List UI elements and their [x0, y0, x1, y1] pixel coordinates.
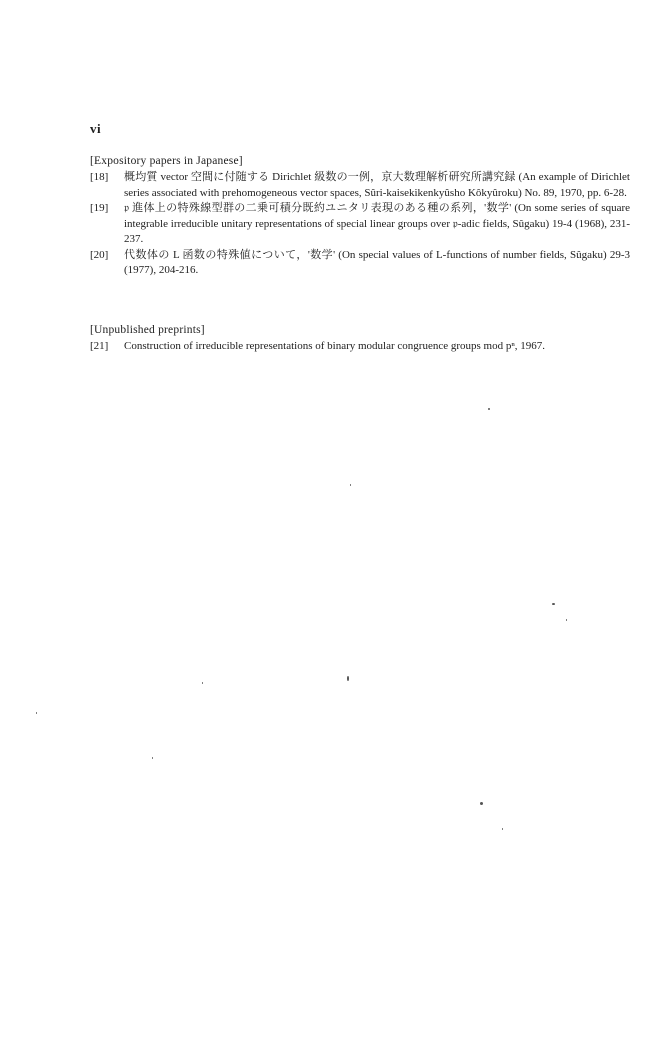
section-expository-papers [90, 153, 630, 279]
scan-speck [502, 828, 503, 830]
scan-speck [347, 676, 349, 681]
scan-speck [552, 603, 555, 605]
scan-speck [480, 802, 483, 805]
scan-speck [36, 712, 37, 714]
scan-speck [152, 757, 153, 759]
scan-speck [488, 408, 490, 410]
reference-text: 概均質 vector 空間に付随する Dirichlet 級数の一例，京大数理解析研究所講究録 (An example of Dirichlet series associated with prehomogeneous vector spaces, Sûri-kaisekikenkyûsho Kôkyûroku) No. 89, 1970, pp. 6-28. [124, 171, 630, 199]
reference-number: [18] [90, 171, 109, 183]
reference-item [90, 201, 630, 248]
reference-text: 代数体の L 函数の特殊値について，'数学' (On special values of L-functions of number fields, Sûgaku) 29-3 (1977), 204-216. [124, 248, 630, 276]
scan-speck [202, 682, 203, 684]
reference-item [90, 339, 630, 355]
section-unpublished-preprints [90, 322, 630, 355]
reference-number: [19] [90, 202, 109, 214]
reference-text: Construction of irreducible representations of binary modular congruence groups mod pⁿ, 1967. [124, 340, 546, 352]
scan-speck [350, 484, 351, 486]
reference-number: [20] [90, 248, 109, 261]
scan-speck [566, 619, 567, 621]
reference-number: [21] [90, 340, 109, 352]
page-number: vi [90, 121, 102, 136]
reference-item [90, 170, 630, 201]
reference-item [90, 248, 630, 279]
reference-text: 𝔭 進体上の特殊線型群の二乗可積分既約ユニタリ表現のある種の系列，'数学' (On some series of square integrable irreducible unitary representations of special linear groups over 𝔭-adic fields, Sûgaku) 19-4 (1968), 231-237. [124, 202, 630, 245]
section-heading: [Unpublished preprints] [90, 324, 205, 336]
section-heading: [Expository papers in Japanese] [90, 155, 243, 167]
